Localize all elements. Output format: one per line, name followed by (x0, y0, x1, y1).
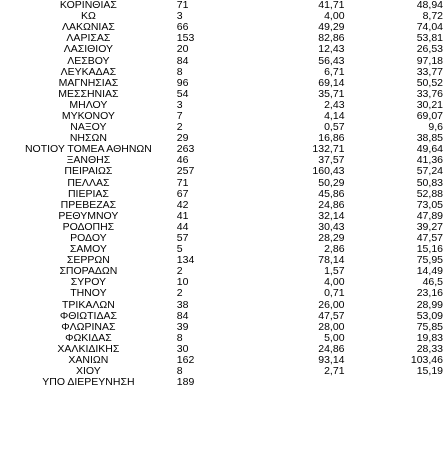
case-count: 8 (176, 332, 183, 344)
spacer-cell (345, 333, 389, 344)
rate-value-2: 38,85 (416, 133, 443, 145)
spacer-cell (345, 111, 389, 122)
case-count: 42 (176, 199, 189, 211)
rate-value-1: 50,29 (318, 177, 345, 189)
spacer-cell (233, 122, 253, 133)
regional-unit-name: ΣΑΜΟΥ (69, 244, 107, 256)
rate-value-1: 47,57 (318, 310, 345, 322)
spacer-cell (233, 78, 253, 89)
regional-unit-name: ΦΛΩΡΙΝΑΣ (61, 321, 116, 333)
spacer-cell (233, 211, 253, 222)
rate-value-1: 35,71 (318, 88, 345, 100)
case-count: 96 (176, 77, 189, 89)
rate-value-1: 6,71 (324, 66, 345, 78)
rate-value-2 (389, 377, 443, 388)
case-count: 30 (176, 343, 189, 355)
rate-value-2: 41,36 (416, 155, 443, 167)
case-count: 189 (176, 377, 195, 389)
rate-value-1: 1,57 (324, 266, 345, 278)
rate-value-1: 2,71 (324, 366, 345, 378)
spacer-cell (233, 189, 253, 200)
regional-unit-name: ΝΑΞΟΥ (70, 122, 107, 134)
case-count: 71 (176, 0, 189, 12)
rate-value-2: 33,77 (416, 66, 443, 78)
spacer-cell (345, 55, 389, 66)
table-row (0, 33, 443, 44)
spacer-cell (233, 222, 253, 233)
spacer-cell (233, 244, 253, 255)
table-row (0, 300, 443, 311)
case-count: 44 (176, 221, 189, 233)
rate-value-2: 49,64 (416, 144, 443, 156)
spacer-cell (345, 0, 389, 11)
spacer-cell (345, 322, 389, 333)
case-count: 263 (176, 144, 195, 156)
table-row (0, 166, 443, 177)
regional-unit-name: ΤΡΙΚΑΛΩΝ (62, 299, 115, 311)
regional-unit-name: ΠΙΕΡΙΑΣ (67, 188, 109, 200)
table-row (0, 44, 443, 55)
spacer-cell (233, 288, 253, 299)
spacer-cell (345, 155, 389, 166)
spacer-cell (233, 266, 253, 277)
rate-value-2: 28,99 (416, 299, 443, 311)
rate-value-2: 97,18 (416, 55, 443, 67)
regional-unit-name: ΣΠΟΡΑΔΩΝ (59, 266, 118, 278)
rate-value-1: 69,14 (318, 77, 345, 89)
rate-value-1: 26,00 (318, 299, 345, 311)
case-count: 2 (176, 266, 183, 278)
spacer-cell (345, 144, 389, 155)
case-count: 57 (176, 232, 189, 245)
rate-value-2: 46,5 (422, 277, 443, 289)
spacer-cell (233, 133, 253, 144)
spacer-cell (233, 377, 253, 388)
rate-value-1: 0,57 (324, 122, 345, 134)
regional-unit-name: ΠΡΕΒΕΖΑΣ (60, 199, 117, 211)
spacer-cell (233, 155, 253, 166)
table-row (0, 122, 443, 133)
spacer-cell (345, 122, 389, 133)
table-row (0, 22, 443, 33)
spacer-cell (345, 222, 389, 233)
spacer-cell (233, 311, 253, 322)
regional-unit-name: ΜΥΚΟΝΟΥ (61, 110, 115, 122)
rate-value-1: 24,86 (318, 199, 345, 211)
rate-value-2: 19,83 (416, 332, 443, 344)
spacer-cell (345, 266, 389, 277)
table-row (0, 89, 443, 100)
case-count: 46 (176, 155, 189, 167)
case-count: 3 (176, 11, 183, 23)
spacer-cell (233, 178, 253, 189)
table-row (0, 155, 443, 166)
rate-value-2: 8,72 (422, 11, 443, 23)
spacer-cell (345, 244, 389, 255)
rate-value-2: 28,33 (416, 343, 443, 355)
rate-value-1: 2,43 (324, 99, 345, 111)
rate-value-1: 41,71 (318, 0, 345, 12)
rate-value-2: 48,94 (416, 0, 443, 12)
table-row (0, 200, 443, 211)
spacer-cell (233, 255, 253, 266)
spacer-cell (233, 0, 253, 11)
rate-value-1: 132,71 (312, 144, 345, 156)
rate-value-1: 32,14 (318, 210, 345, 222)
case-count: 39 (176, 321, 189, 333)
table-row (0, 333, 443, 344)
rate-value-1: 0,71 (324, 288, 345, 300)
regional-unit-name: ΝΟΤΙΟΥ ΤΟΜΕΑ ΑΘΗΝΩΝ (24, 144, 152, 156)
case-count: 67 (176, 188, 189, 200)
case-count: 84 (176, 310, 189, 322)
spacer-cell (345, 166, 389, 177)
regional-unit-name: ΦΘΙΩΤΙΔΑΣ (59, 310, 117, 322)
rate-value-1: 37,57 (318, 155, 345, 167)
rate-value-1: 4,00 (324, 11, 345, 23)
rate-value-2: 23,16 (416, 288, 443, 300)
rate-value-2: 52,88 (416, 188, 443, 200)
spacer-cell (233, 55, 253, 66)
table-row (0, 255, 443, 266)
spacer-cell (345, 200, 389, 211)
regional-unit-name: ΦΩΚΙΔΑΣ (65, 332, 112, 344)
spacer-cell (233, 200, 253, 211)
rate-value-2: 15,16 (416, 244, 443, 256)
table-row (0, 344, 443, 355)
regional-unit-name: ΤΗΝΟΥ (70, 288, 107, 300)
case-count: 38 (176, 299, 189, 311)
spacer-cell (345, 100, 389, 111)
rate-value-2: 47,89 (416, 210, 443, 222)
regional-unit-name: ΛΑΚΩΝΙΑΣ (61, 22, 115, 34)
rate-value-1: 45,86 (318, 188, 345, 200)
regional-unit-name: ΞΑΝΘΗΣ (66, 155, 111, 167)
table-row (0, 211, 443, 222)
spacer-cell (345, 33, 389, 44)
regional-unit-name: ΡΟΔΟΠΗΣ (62, 221, 115, 233)
rate-value-1: 5,00 (324, 332, 345, 344)
table-row (0, 133, 443, 144)
spacer-cell (233, 333, 253, 344)
rate-value-2: 9,6 (428, 122, 443, 134)
table-row (0, 111, 443, 122)
spacer-cell (233, 67, 253, 78)
spacer-cell (233, 233, 253, 244)
spacer-cell (345, 11, 389, 22)
spacer-cell (345, 311, 389, 322)
case-count: 84 (176, 55, 189, 67)
table-row (0, 67, 443, 78)
rate-value-1: 16,86 (318, 133, 345, 145)
rate-value-2: 30,21 (416, 99, 443, 111)
table-row (0, 244, 443, 255)
regional-unit-name: ΛΕΥΚΑΔΑΣ (60, 66, 117, 78)
case-count: 54 (176, 88, 189, 100)
spacer-cell (233, 322, 253, 333)
table-row (0, 55, 443, 66)
regional-unit-name: ΥΠΟ ΔΙΕΡΕΥΝΗΣΗ (42, 377, 135, 389)
regional-unit-name: ΝΗΣΩΝ (69, 133, 107, 145)
spacer-cell (233, 355, 253, 366)
spacer-cell (233, 344, 253, 355)
regional-unit-name: ΧΑΛΚΙΔΙΚΗΣ (57, 343, 120, 355)
spacer-cell (345, 355, 389, 366)
table-row (0, 366, 443, 377)
spacer-cell (233, 277, 253, 288)
case-count: 8 (176, 366, 183, 378)
regional-unit-name: ΣΕΡΡΩΝ (66, 255, 110, 267)
rate-value-2: 53,81 (416, 33, 443, 45)
spacer-cell (345, 189, 389, 200)
spacer-cell (345, 78, 389, 89)
case-count: 153 (176, 33, 195, 45)
spacer-cell (345, 44, 389, 55)
case-count: 71 (176, 177, 189, 189)
case-count: 41 (176, 210, 189, 222)
table-row (0, 178, 443, 189)
table-row (0, 311, 443, 322)
rate-value-2: 47,57 (416, 232, 443, 245)
rate-value-2: 103,46 (410, 355, 443, 367)
spacer-cell (233, 33, 253, 44)
spacer-cell (345, 89, 389, 100)
spacer-cell (345, 377, 389, 388)
table-row (0, 233, 443, 244)
spacer-cell (233, 166, 253, 177)
regional-unit-name: ΠΕΛΛΑΣ (67, 177, 110, 189)
rate-value-1: 160,43 (312, 166, 345, 178)
rate-value-1: 30,43 (318, 221, 345, 233)
rate-value-1: 24,86 (318, 343, 345, 355)
rate-value-1: 28,29 (318, 232, 345, 245)
table-row (0, 189, 443, 200)
spacer-cell (233, 11, 253, 22)
table-row (0, 266, 443, 277)
rate-value-1: 82,86 (318, 33, 345, 45)
spacer-cell (233, 22, 253, 33)
spacer-cell (345, 22, 389, 33)
regional-unit-name: ΠΕΙΡΑΙΩΣ (64, 166, 113, 178)
spacer-cell (345, 211, 389, 222)
case-count: 257 (176, 166, 195, 178)
spacer-cell (345, 300, 389, 311)
rate-value-1: 28,00 (318, 321, 345, 333)
spacer-cell (345, 255, 389, 266)
regional-unit-name: ΧΑΝΙΩΝ (68, 355, 109, 367)
regional-unit-name: ΣΥΡΟΥ (70, 277, 107, 289)
spacer-cell (233, 111, 253, 122)
regional-unit-name: ΡΟΔΟΥ (70, 232, 107, 245)
regional-unit-name: ΛΕΣΒΟΥ (67, 55, 110, 67)
regional-unit-name: ΚΩ (80, 11, 96, 23)
table-row (0, 322, 443, 333)
spacer-cell (345, 133, 389, 144)
spacer-cell (233, 144, 253, 155)
table-row (0, 100, 443, 111)
spacer-cell (345, 178, 389, 189)
rate-value-2: 33,76 (416, 88, 443, 100)
rate-value-1 (253, 377, 344, 388)
rate-value-1: 4,00 (324, 277, 345, 289)
spacer-cell (233, 100, 253, 111)
case-count: 20 (176, 44, 189, 56)
rate-value-1: 78,14 (318, 255, 345, 267)
rate-value-1: 12,43 (318, 44, 345, 56)
regional-unit-name: ΜΗΛΟΥ (69, 99, 108, 111)
regional-unit-name: ΚΟΡΙΝΘΙΑΣ (59, 0, 117, 12)
case-count: 66 (176, 22, 189, 34)
regional-unit-name: ΧΙΟΥ (76, 366, 101, 378)
rate-value-2: 73,05 (416, 199, 443, 211)
case-count: 10 (176, 277, 189, 289)
spacer-cell (345, 288, 389, 299)
case-count: 5 (176, 244, 183, 256)
rate-value-2: 53,09 (416, 310, 443, 322)
case-count: 7 (176, 110, 183, 122)
spacer-cell (345, 366, 389, 377)
case-count: 134 (176, 255, 195, 267)
case-count: 8 (176, 66, 183, 78)
rate-value-2: 15,19 (416, 366, 443, 378)
rate-value-1: 49,29 (318, 22, 345, 34)
case-count: 29 (176, 133, 189, 145)
spacer-cell (345, 233, 389, 244)
rate-value-2: 26,53 (416, 44, 443, 56)
rate-value-2: 39,27 (416, 221, 443, 233)
table-row (0, 222, 443, 233)
case-count: 2 (176, 122, 183, 134)
spacer-cell (233, 44, 253, 55)
rate-value-2: 50,52 (416, 77, 443, 89)
table-row (0, 11, 443, 22)
regional-unit-name: ΛΑΡΙΣΑΣ (66, 33, 111, 45)
rate-value-1: 93,14 (318, 355, 345, 367)
table-row (0, 144, 443, 155)
table-row (0, 377, 443, 388)
regional-unit-name: ΜΕΣΣΗΝΙΑΣ (58, 88, 119, 100)
spacer-cell (233, 300, 253, 311)
rate-value-2: 69,07 (416, 110, 443, 122)
rate-value-2: 57,24 (416, 166, 443, 178)
spacer-cell (345, 67, 389, 78)
rate-value-2: 74,04 (416, 22, 443, 34)
rate-value-2: 75,95 (416, 255, 443, 267)
table-row (0, 355, 443, 366)
case-count: 162 (176, 355, 195, 367)
spacer-cell (345, 344, 389, 355)
case-count: 2 (176, 288, 183, 300)
rate-value-2: 14,49 (416, 266, 443, 278)
spacer-cell (233, 366, 253, 377)
spacer-cell (233, 89, 253, 100)
table-row (0, 288, 443, 299)
rate-value-1: 4,14 (324, 110, 345, 122)
case-count: 3 (176, 99, 183, 111)
regional-unit-name: ΜΑΓΝΗΣΙΑΣ (58, 77, 119, 89)
rate-value-2: 50,83 (416, 177, 443, 189)
spacer-cell (345, 277, 389, 288)
table-row (0, 277, 443, 288)
regional-unit-name: ΡΕΘΥΜΝΟΥ (58, 210, 119, 222)
table-row (0, 78, 443, 89)
regional-unit-name: ΛΑΣΙΘΙΟΥ (63, 44, 114, 56)
rate-value-2: 75,85 (416, 321, 443, 333)
rate-value-1: 56,43 (318, 55, 345, 67)
rate-value-1: 2,86 (324, 244, 345, 256)
table-row (0, 0, 443, 11)
